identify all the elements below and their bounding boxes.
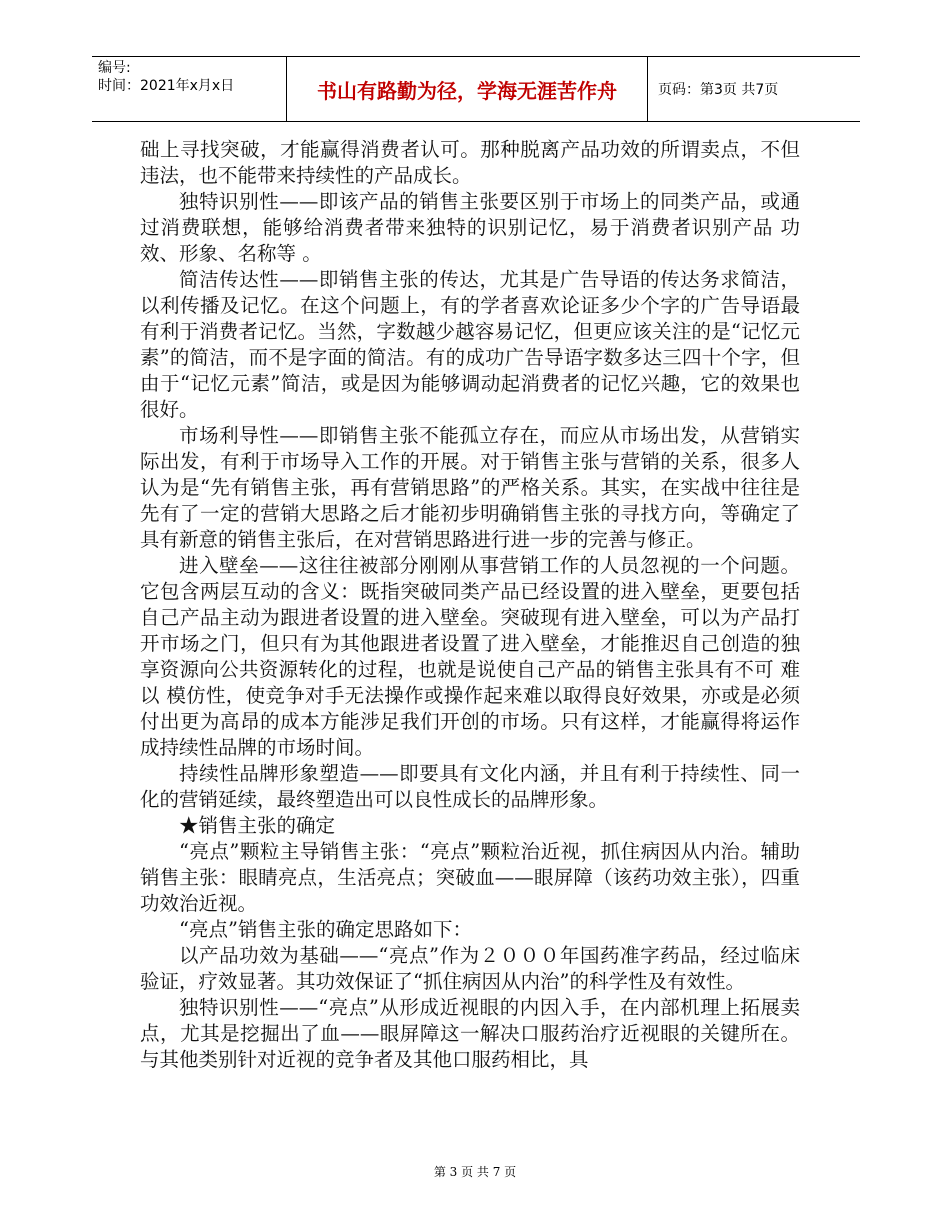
body-paragraph: 独特识别性——即该产品的销售主张要区别于市场上的同类产品，或通过消费联想，能够给消费者带来独特的识别记忆，易于消费者识别产品 功效、形象、名称等 。 <box>140 190 800 265</box>
body-paragraph: 独特识别性——“亮点”从形成近视眼的内因入手，在内部机理上拓展卖点，尤其是挖掘出了血——眼屏障这一解决口服药治疗近视眼的关键所在。与其他类别针对近视的竞争者及其他口服药相比，具 <box>140 996 800 1071</box>
header-meta <box>98 59 234 95</box>
body-paragraph: 简洁传达性——即销售主张的传达，尤其是广告导语的传达务求简洁，以利传播及记忆。在这个问题上，有的学者喜欢论证多少个字的广告导语最有利于消费者记忆。当然，字数越少越容易记忆，但更应该关注的是“记忆元素”的简洁，而不是字面的简洁。有的成功广告导语字数多达三四十个字，但由于“记忆元素”简洁，或是因为能够调动起消费者的记忆兴趣，它的效果也很好。 <box>140 268 800 421</box>
header-page-info: 页码：第3页 共7页 <box>658 82 779 98</box>
doc-number-label: 编号: <box>98 60 131 76</box>
body-paragraph: 持续性品牌形象塑造——即要具有文化内涵，并且有利于持续性、同一化的营销延续，最终塑造出可以良性成长的品牌形象。 <box>140 762 800 811</box>
page-footer: 第 3 页 共 7 页 <box>433 1165 517 1179</box>
page-header <box>92 56 860 122</box>
body-paragraph: 以产品功效为基础——“亮点”作为２０００年国药准字药品，经过临床验证，疗效显著。其功效保证了“抓住病因从内治”的科学性及有效性。 <box>140 944 800 993</box>
body-paragraph: 进入壁垒——这往往被部分刚刚从事营销工作的人员忽视的一个问题。它包含两层互动的含义：既指突破同类产品已经设置的进入壁垒，更要包括自己产品主动为跟进者设置的进入壁垒。突破现有进入壁垒，可以为产品打开市场之门，但只有为其他跟进者设置了进入壁垒，才能推迟自己创造的独享资源向公共资源转化的过程，也就是说使自己产品的销售主张具有不可 难以 模仿性，使竞争对手无法操作或操作起来难以取得良好效果，亦或是必须付出更为高昂的成本方能涉足我们开创的市场。只有这样，才能赢得将运作成持续性品牌的市场时间。 <box>140 554 800 759</box>
body-paragraph: 础上寻找突破，才能赢得消费者认可。那种脱离产品功效的所谓卖点，不但违法，也不能带来持续性的产品成长。 <box>140 138 800 187</box>
body-paragraph: “亮点”销售主张的确定思路如下： <box>179 918 472 941</box>
header-motto: 书山有路勤为径，学海无涯苦作舟 <box>286 57 648 121</box>
body-paragraph: “亮点”颗粒主导销售主张：“亮点”颗粒治近视，抓住病因从内治。辅助销售主张：眼睛亮点，生活亮点；突破血——眼屏障（该药功效主张），四重功效治近视。 <box>140 840 800 915</box>
body-paragraph: ★销售主张的确定 <box>179 814 336 837</box>
document-body <box>140 137 800 1073</box>
doc-time-label: 时间：2021年x月x日 <box>98 78 235 94</box>
body-paragraph: 市场利导性——即销售主张不能孤立存在，而应从市场出发，从营销实际出发，有利于市场导入工作的开展。对于销售主张与营销的关系，很多人认为是“先有销售主张，再有营销思路”的严格关系。其实，在实战中往往是先有了一定的营销大思路之后才能初步明确销售主张的寻找方向，等确定了具有新意的销售主张后，在对营销思路进行进一步的完善与修正。 <box>140 424 800 551</box>
